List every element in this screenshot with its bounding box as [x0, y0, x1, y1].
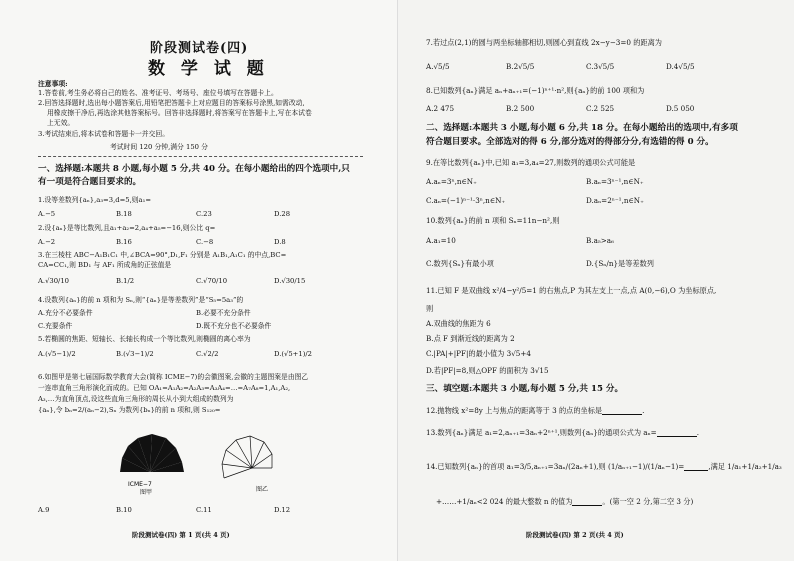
question-stem: 则: [426, 304, 434, 313]
option: C.√2/2: [196, 350, 219, 358]
question-stem: 3.在三棱柱 ABC−A₁B₁C₁ 中,∠BCA=90°,D₁,F₁ 分别是 A₁B₁,A₁C₁ 的中点,BC=: [38, 251, 287, 259]
notice-heading: 注意事项:: [38, 80, 68, 88]
section-heading: 一、选择题:本题共 8 小题,每小题 5 分,共 40 分。在每小题给出的四个选项中,只: [38, 164, 350, 174]
fill-question: 12.抛物线 x²=8y 上与焦点的距离等于 3 的点的坐标是 .: [426, 406, 645, 415]
notice-line: 1.答卷前,考生务必将自己的姓名、准考证号、考场号、座位号填写在答题卡上。: [38, 89, 278, 97]
option: D.28: [274, 210, 291, 218]
question-stem: 9.在等比数列{aₙ}中,已知 a₁=3,a₄=27,则数列的通项公式可能是: [426, 158, 636, 167]
question-stem: 6.如图甲是第七届国际数学教育大会(简称 ICME−7)的会徽图案,会徽的主题图案是由图乙: [38, 373, 309, 381]
option: B.10: [116, 506, 132, 514]
question-text: ,满足 1/a₁+1/a₂+1/a₃: [708, 462, 782, 471]
option: C.√70/10: [196, 277, 228, 285]
notice-line: 3.考试结束后,将本试卷和答题卡一并交回。: [38, 130, 169, 138]
option: C.充要条件: [38, 322, 73, 330]
option: D.√30/15: [274, 277, 306, 285]
option: A.2 475: [426, 104, 455, 113]
option: A.a₁=10: [426, 236, 456, 245]
option: B.1/2: [116, 277, 135, 285]
option: C.23: [196, 210, 212, 218]
question-text: +……+1/aₙ<2 024 的最大整数 n 的值为: [436, 497, 573, 506]
option: A.−5: [38, 210, 56, 218]
option: A.双曲线的焦距为 6: [426, 319, 491, 328]
option: B.16: [116, 238, 132, 246]
fill-question: 13.数列{aₙ}满足 a₁=2,aₙ₊₁=3aₙ+2ⁿ⁺¹,则数列{aₙ}的通项公式为 aₙ= .: [426, 428, 700, 437]
option: A.−2: [38, 238, 56, 246]
option: B.18: [116, 210, 132, 218]
spiral-lines: [222, 436, 272, 478]
emblem-spiral-shape: [120, 434, 184, 472]
option: D.12: [274, 506, 291, 514]
section-heading: 有一项是符合题目要求的。: [38, 177, 142, 187]
question-stem: A₃,…为直角顶点,设这些直角三角形的周长从小到大组成的数列为: [38, 395, 234, 403]
answer-blank[interactable]: [657, 429, 697, 437]
question-stem: 5.若椭圆的焦距、短轴长、长轴长构成一个等比数列,则椭圆的离心率为: [38, 335, 251, 343]
triangle-spiral-figure: [212, 418, 302, 498]
notice-line: 用橡皮擦干净后,再选涂其他答案标号。回答非选择题时,将答案写在答题卡上,写在本试卷: [47, 109, 312, 117]
exam-title: 阶段测试卷(四): [150, 41, 249, 56]
option: B.2√5/5: [506, 62, 535, 71]
option: A.充分不必要条件: [38, 309, 93, 317]
fig1-caption: 图甲: [140, 489, 153, 495]
option: B.点 F 到渐近线的距离为 2: [426, 334, 515, 343]
option: C.11: [196, 506, 212, 514]
option: D.(√5+1)/2: [274, 350, 312, 358]
option: C.−8: [196, 238, 214, 246]
question-text: 12.抛物线 x²=8y 上与焦点的距离等于 3 的点的坐标是: [426, 406, 603, 415]
option: D.4√5/5: [666, 62, 695, 71]
option: B.2 500: [506, 104, 535, 113]
question-stem: 7.若过点(2,1)的圆与两坐标轴都相切,则圆心到直线 2x−y−3=0 的距离为: [426, 38, 662, 47]
answer-blank[interactable]: [572, 498, 602, 506]
question-stem: 8.已知数列{aₙ}满足 aₙ+aₙ₊₁=(−1)ⁿ⁺¹·n²,则{aₙ}的前 100 项和为: [426, 86, 645, 95]
page-footer: 阶段测试卷(四) 第 2 页(共 4 页): [526, 531, 624, 539]
section-heading: 二、选择题:本题共 3 小题,每小题 6 分,共 18 分。在每小题给出的选项中,有多项: [426, 123, 738, 133]
option: A.9: [38, 506, 50, 514]
emblem-label: ICME−7: [128, 481, 152, 488]
question-text: 14.已知数列{aₙ}的首项 a₁=3/5,aₙ₊₁=3aₙ/(2aₙ+1),则 (1/aₙ₊₁−1)/(1/aₙ−1)=: [426, 462, 685, 471]
section-heading: 符合题目要求。全部选对的得 6 分,部分选对的得部分分,有选错的得 0 分。: [426, 137, 714, 147]
option: C.2 525: [586, 104, 615, 113]
option: A.√5/5: [426, 62, 450, 71]
fill-question: [426, 462, 782, 471]
notice-line: 2.回答选择题时,选出每小题答案后,用铅笔把答题卡上对应题目的答案标号涂黑,如需改动,: [38, 99, 305, 107]
fig2-caption: 图乙: [256, 486, 269, 493]
question-text: 。(第一空 2 分,第二空 3 分): [602, 497, 694, 506]
question-stem: 一连串直角三角形演化而成的。已知 OA₁=A₁A₂=A₂A₃=A₃A₄=…=A₇A₈=1,A₁,A₂,: [38, 384, 291, 392]
question-stem: 10.数列{aₙ}的前 n 项和 Sₙ=11n−n²,则: [426, 216, 560, 225]
option: B.a₅>a₆: [586, 236, 614, 245]
question-stem: 1.设等差数列{aₙ},a₃=3,d=5,则a₁=: [38, 196, 152, 204]
option: D.若|PF|=8,则△OPF 的面积为 3√15: [426, 366, 549, 375]
option: C.数列{Sₙ}有最小项: [426, 259, 494, 268]
option: B.(√3−1)/2: [116, 350, 154, 358]
option: A.(√5−1)/2: [38, 350, 76, 358]
option: C.|PA|+|PF|的最小值为 3√5+4: [426, 349, 531, 358]
option: C.3√5/5: [586, 62, 615, 71]
option: A.aₙ=3ⁿ,n∈N₊: [426, 177, 477, 186]
option: D.既不充分也不必要条件: [196, 322, 272, 330]
notice-line: 上无效。: [47, 119, 75, 127]
icme7-emblem-figure: [100, 420, 200, 495]
question-stem: {aₙ},令 bₙ=2/(aₙ−2),Sₙ 为数列{bₙ}的前 n 项和,则 S₁₂₀=: [38, 406, 221, 414]
answer-blank[interactable]: [684, 463, 708, 471]
option: A.√30/10: [38, 277, 69, 285]
option: D.8: [274, 238, 286, 246]
question-text: 13.数列{aₙ}满足 a₁=2,aₙ₊₁=3aₙ+2ⁿ⁺¹,则数列{aₙ}的通项公式为 aₙ=: [426, 428, 657, 437]
question-stem: 4.设数列{aₙ}的前 n 项和为 Sₙ,则“{aₙ}是等差数列”是“S₅=5a₃”的: [38, 296, 244, 304]
option: B.aₙ=3ⁿ⁻¹,n∈N₊: [586, 177, 644, 186]
option: C.aₙ=(−1)ⁿ⁻¹·3ⁿ,n∈N₊: [426, 196, 506, 205]
question-stem: CA=CC₁,则 BD₁ 与 AF₁ 所成角的正弦值是: [38, 261, 172, 269]
fill-question: [436, 497, 693, 506]
exam-info: 考试时间 120 分钟,满分 150 分: [110, 143, 208, 151]
option: D.aₙ=2ⁿ⁻¹,n∈N₊: [586, 196, 644, 205]
question-stem: 2.设{aₙ}是等比数列,且a₁+a₂=2,a₄+a₅=−16,则公比 q=: [38, 224, 216, 232]
answer-blank[interactable]: [602, 407, 642, 415]
page-right: [397, 0, 794, 561]
option: B.必要不充分条件: [196, 309, 251, 317]
section-heading: 三、填空题:本题共 3 小题,每小题 5 分,共 15 分。: [426, 384, 624, 394]
divider: [38, 156, 363, 157]
subject-title: 数 学 试 题: [148, 59, 269, 79]
page-footer: 阶段测试卷(四) 第 1 页(共 4 页): [132, 531, 230, 539]
option: D.{Sₙ/n}是等差数列: [586, 259, 654, 268]
option: D.5 050: [666, 104, 695, 113]
question-stem: 11.已知 F 是双曲线 x²/4−y²/5=1 的右焦点,P 为其左支上一点,点 A(0,−6),O 为坐标原点,: [426, 286, 717, 295]
